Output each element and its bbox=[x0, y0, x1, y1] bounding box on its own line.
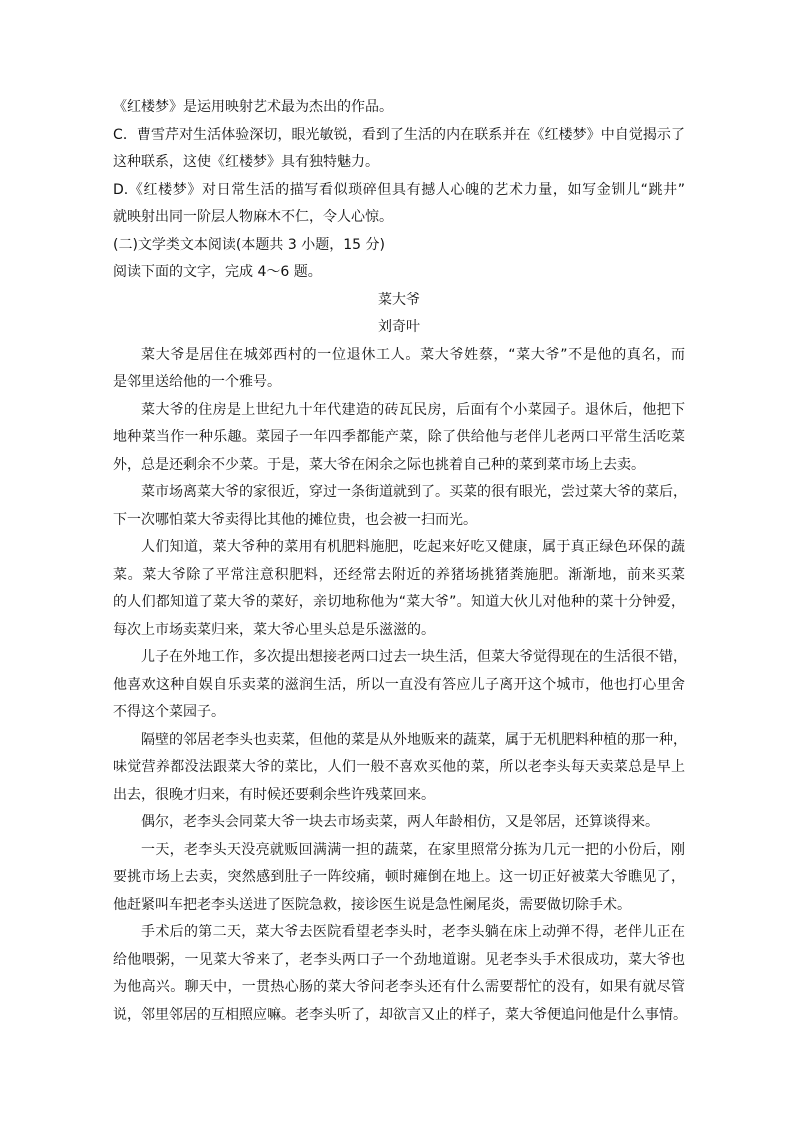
story-line: 是邻里送给他的一个雅号。 bbox=[113, 374, 281, 390]
story-line: 手术后的第二天，菜大爷去医院看望老李头时，老李头躺在床上动弹不得，老伴儿正在 bbox=[141, 924, 685, 940]
story-line: 的人们都知道了菜大爷的菜好，亲切地称他为“菜大爷”。知道大伙儿对他种的菜十分钟爱， bbox=[113, 594, 685, 610]
option-c-line-1: C．曹雪芹对生活体验深切，眼光敏锐，看到了生活的内在联系并在《红楼梦》中自觉揭示了 bbox=[113, 126, 685, 143]
story-line: 菜。菜大爷除了平常注意积肥料，还经常去附近的养猪场挑猪粪施肥。渐渐地，前来买菜 bbox=[113, 566, 685, 583]
story-line: 不得这个菜园子。 bbox=[113, 704, 225, 720]
page-content bbox=[113, 94, 685, 1029]
story-line: 菜大爷是居住在城郊西村的一位退休工人。菜大爷姓蔡，“菜大爷”不是他的真名，而 bbox=[141, 346, 685, 363]
story-line: 隔壁的邻居老李头也卖菜，但他的菜是从外地贩来的蔬菜，属于无机肥料种植的那一种， bbox=[141, 731, 687, 748]
story-line: 要挑市场上去卖，突然感到肚子一阵绞痛，顿时瘫倒在地上。这一切正好被菜大爷瞧见了， bbox=[113, 869, 685, 885]
option-b-tail: 《红楼梦》是运用映射艺术最为杰出的作品。 bbox=[113, 99, 393, 115]
section-instruction: 阅读下面的文字，完成 4～6 题。 bbox=[113, 264, 322, 280]
story-line: 下一次哪怕菜大爷卖得比其他的摊位贵，也会被一扫而光。 bbox=[113, 511, 477, 528]
story-line: 外，总是还剩余不少菜。于是，菜大爷在闲余之际也挑着自己种的菜到菜市场上去卖。 bbox=[113, 456, 645, 473]
option-c-line-2: 这种联系，这使《红楼梦》具有独特魅力。 bbox=[113, 154, 379, 170]
story-line: 儿子在外地工作，多次提出想接老两口过去一块生活，但菜大爷觉得现在的生活很不错， bbox=[141, 649, 687, 665]
section-heading: (二)文学类文本阅读(本题共 3 小题，15 分) bbox=[113, 236, 385, 253]
story-line: 每次上市场卖菜归来，菜大爷心里头总是乐滋滋的。 bbox=[113, 621, 435, 638]
story-line: 菜大爷的住房是上世纪九十年代建造的砖瓦民房，后面有个小菜园子。退休后，他把下 bbox=[141, 401, 685, 418]
story-title: 菜大爷 bbox=[378, 291, 420, 308]
option-d-line-2: 就映射出同一阶层人物麻木不仁，令人心惊。 bbox=[113, 209, 393, 225]
story-line: 一天，老李头天没亮就贩回满满一担的蔬菜，在家里照常分拣为几元一把的小份后，刚 bbox=[141, 841, 685, 858]
story-line: 菜市场离菜大爷的家很近，穿过一条街道就到了。买菜的很有眼光，尝过菜大爷的菜后， bbox=[141, 484, 687, 500]
story-line: 他赶紧叫车把老李头送进了医院急救，接诊医生说是急性阑尾炎，需要做切除手术。 bbox=[113, 896, 631, 913]
story-author: 刘奇叶 bbox=[378, 319, 420, 335]
story-line: 出去，很晚才归来，有时候还要剩余些许残菜回来。 bbox=[113, 786, 435, 803]
story-line: 他喜欢这种自娱自乐卖菜的滋润生活，所以一直没有答应儿子离开这个城市，他也打心里舍 bbox=[113, 676, 685, 693]
story-line: 地种菜当作一种乐趣。菜园子一年四季都能产菜，除了供给他与老伴儿老两口平常生活吃菜 bbox=[113, 429, 685, 445]
story-line: 说，邻里邻居的互相照应嘛。老李头听了，却欲言又止的样子，菜大爷便追问他是什么事情。 bbox=[113, 1006, 687, 1023]
story-line: 给他喂粥，一见菜大爷来了，老李头两口子一个劲地道谢。见老李头手术很成功，菜大爷也 bbox=[113, 951, 685, 968]
story-line: 人们知道，菜大爷种的菜用有机肥料施肥，吃起来好吃又健康，属于真正绿色环保的蔬 bbox=[141, 539, 685, 555]
story-line: 味觉营养都没法跟菜大爷的菜比，人们一般不喜欢买他的菜，所以老李头每天卖菜总是早上 bbox=[113, 759, 685, 775]
story-line: 偶尔，老李头会同菜大爷一块去市场卖菜，两人年龄相仿，又是邻居，还算谈得来。 bbox=[141, 814, 659, 830]
story-line: 为他高兴。聊天中，一贯热心肠的菜大爷问老李头还有什么需要帮忙的没有，如果有就尽管 bbox=[113, 979, 685, 995]
option-d-line-1: D.《红楼梦》对日常生活的描写看似琐碎但具有撼人心魄的艺术力量，如写金钏儿“跳井” bbox=[113, 181, 685, 198]
